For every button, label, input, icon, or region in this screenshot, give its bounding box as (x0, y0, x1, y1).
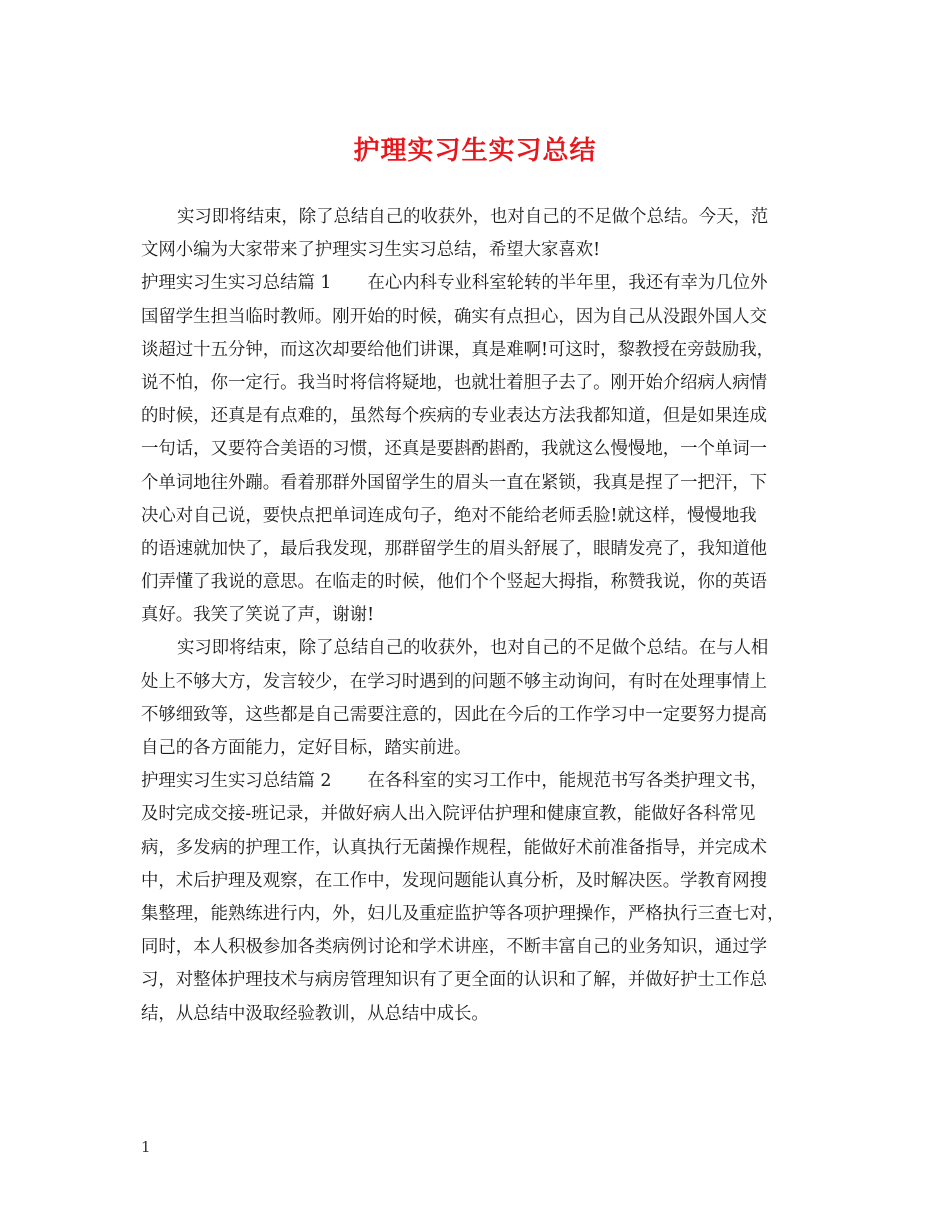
paragraph-line: 谈超过十五分钟，而这次却要给他们讲课，真是难啊!可这时，黎教授在旁鼓励我， (141, 339, 775, 360)
paragraph-line: 自己的各方面能力，定好目标，踏实前进。 (141, 738, 472, 758)
paragraph-line: 及时完成交接-班记录，并做好病人出入院评估护理和健康宣教，能做好各科常见 (141, 804, 756, 825)
paragraph-line: 处上不够大方，发言较少，在学习时遇到的问题不够主动询问，有时在处理事情上 (141, 671, 768, 692)
document-title: 护理实习生实习总结 (353, 136, 597, 166)
paragraph-line: 文网小编为大家带来了护理实习生实习总结，希望大家喜欢! (141, 240, 601, 261)
paragraph-text: 在各科室的实习工作中，能规范书写各类护理文书， (367, 771, 768, 792)
paragraph-line: 决心对自己说，要快点把单词连成句子，绝对不能给老师丢脸!就这样，慢慢地我 (141, 505, 757, 526)
paragraph-line: 真好。我笑了笑说了声，谢谢! (141, 605, 375, 626)
paragraph-line: 集整理，能熟练进行内，外，妇儿及重症监护等各项护理操作，严格执行三查七对， (141, 903, 785, 924)
paragraph-line: 实习即将结束，除了总结自己的收获外，也对自己的不足做个总结。在与人相 (177, 638, 769, 659)
paragraph-line: 不够细致等，这些都是自己需要注意的，因此在今后的工作学习中一定要努力提高 (141, 704, 768, 725)
paragraph-line: 实习即将结束，除了总结自己的收获外，也对自己的不足做个总结。今天，范 (177, 207, 769, 227)
section-heading: 护理实习生实习总结篇 1 (141, 273, 332, 294)
paragraph-line: 国留学生担当临时教师。刚开始的时候，确实有点担心，因为自己从没跟外国人交 (141, 306, 768, 327)
paragraph-line: 的语速就加快了，最后我发现，那群留学生的眉头舒展了，眼睛发亮了，我知道他 (141, 538, 768, 559)
paragraph-line: 的时候，还真是有点难的，虽然每个疾病的专业表达方法我都知道，但是如果连成 (141, 406, 768, 427)
paragraph-line: 病，多发病的护理工作，认真执行无菌操作规程，能做好术前准备指导，并完成术 (141, 837, 768, 858)
paragraph-line: 们弄懂了我说的意思。在临走的时候，他们个个竖起大拇指，称赞我说，你的英语 (141, 572, 768, 593)
paragraph-line: 中，术后护理及观察，在工作中，发现问题能认真分析，及时解决医。学教育网搜 (141, 870, 768, 891)
page-number: 1 (141, 1138, 151, 1156)
paragraph-line: 一句话，又要符合美语的习惯，还真是要斟酌斟酌，我就这么慢慢地，一个单词一 (141, 439, 768, 460)
section-heading-line (141, 267, 813, 300)
paragraph-line: 说不怕，你一定行。我当时将信将疑地，也就壮着胆子去了。刚开始介绍病人病情 (141, 372, 768, 393)
paragraph-line: 同时，本人积极参加各类病例讨论和学术讲座，不断丰富自己的业务知识，通过学 (141, 937, 768, 958)
paragraph-line: 个单词地往外蹦。看着那群外国留学生的眉头一直在紧锁，我真是捏了一把汗，下 (141, 472, 768, 493)
section-heading-line (141, 765, 813, 798)
paragraph-line: 结，从总结中汲取经验教训，从总结中成长。 (141, 1003, 489, 1024)
paragraph-line: 习，对整体护理技术与病房管理知识有了更全面的认识和了解，并做好护士工作总 (141, 970, 768, 991)
section-heading: 护理实习生实习总结篇 2 (141, 771, 332, 792)
document-body (141, 201, 813, 1031)
paragraph-text: 在心内科专业科室轮转的半年里，我还有幸为几位外 (367, 273, 768, 294)
